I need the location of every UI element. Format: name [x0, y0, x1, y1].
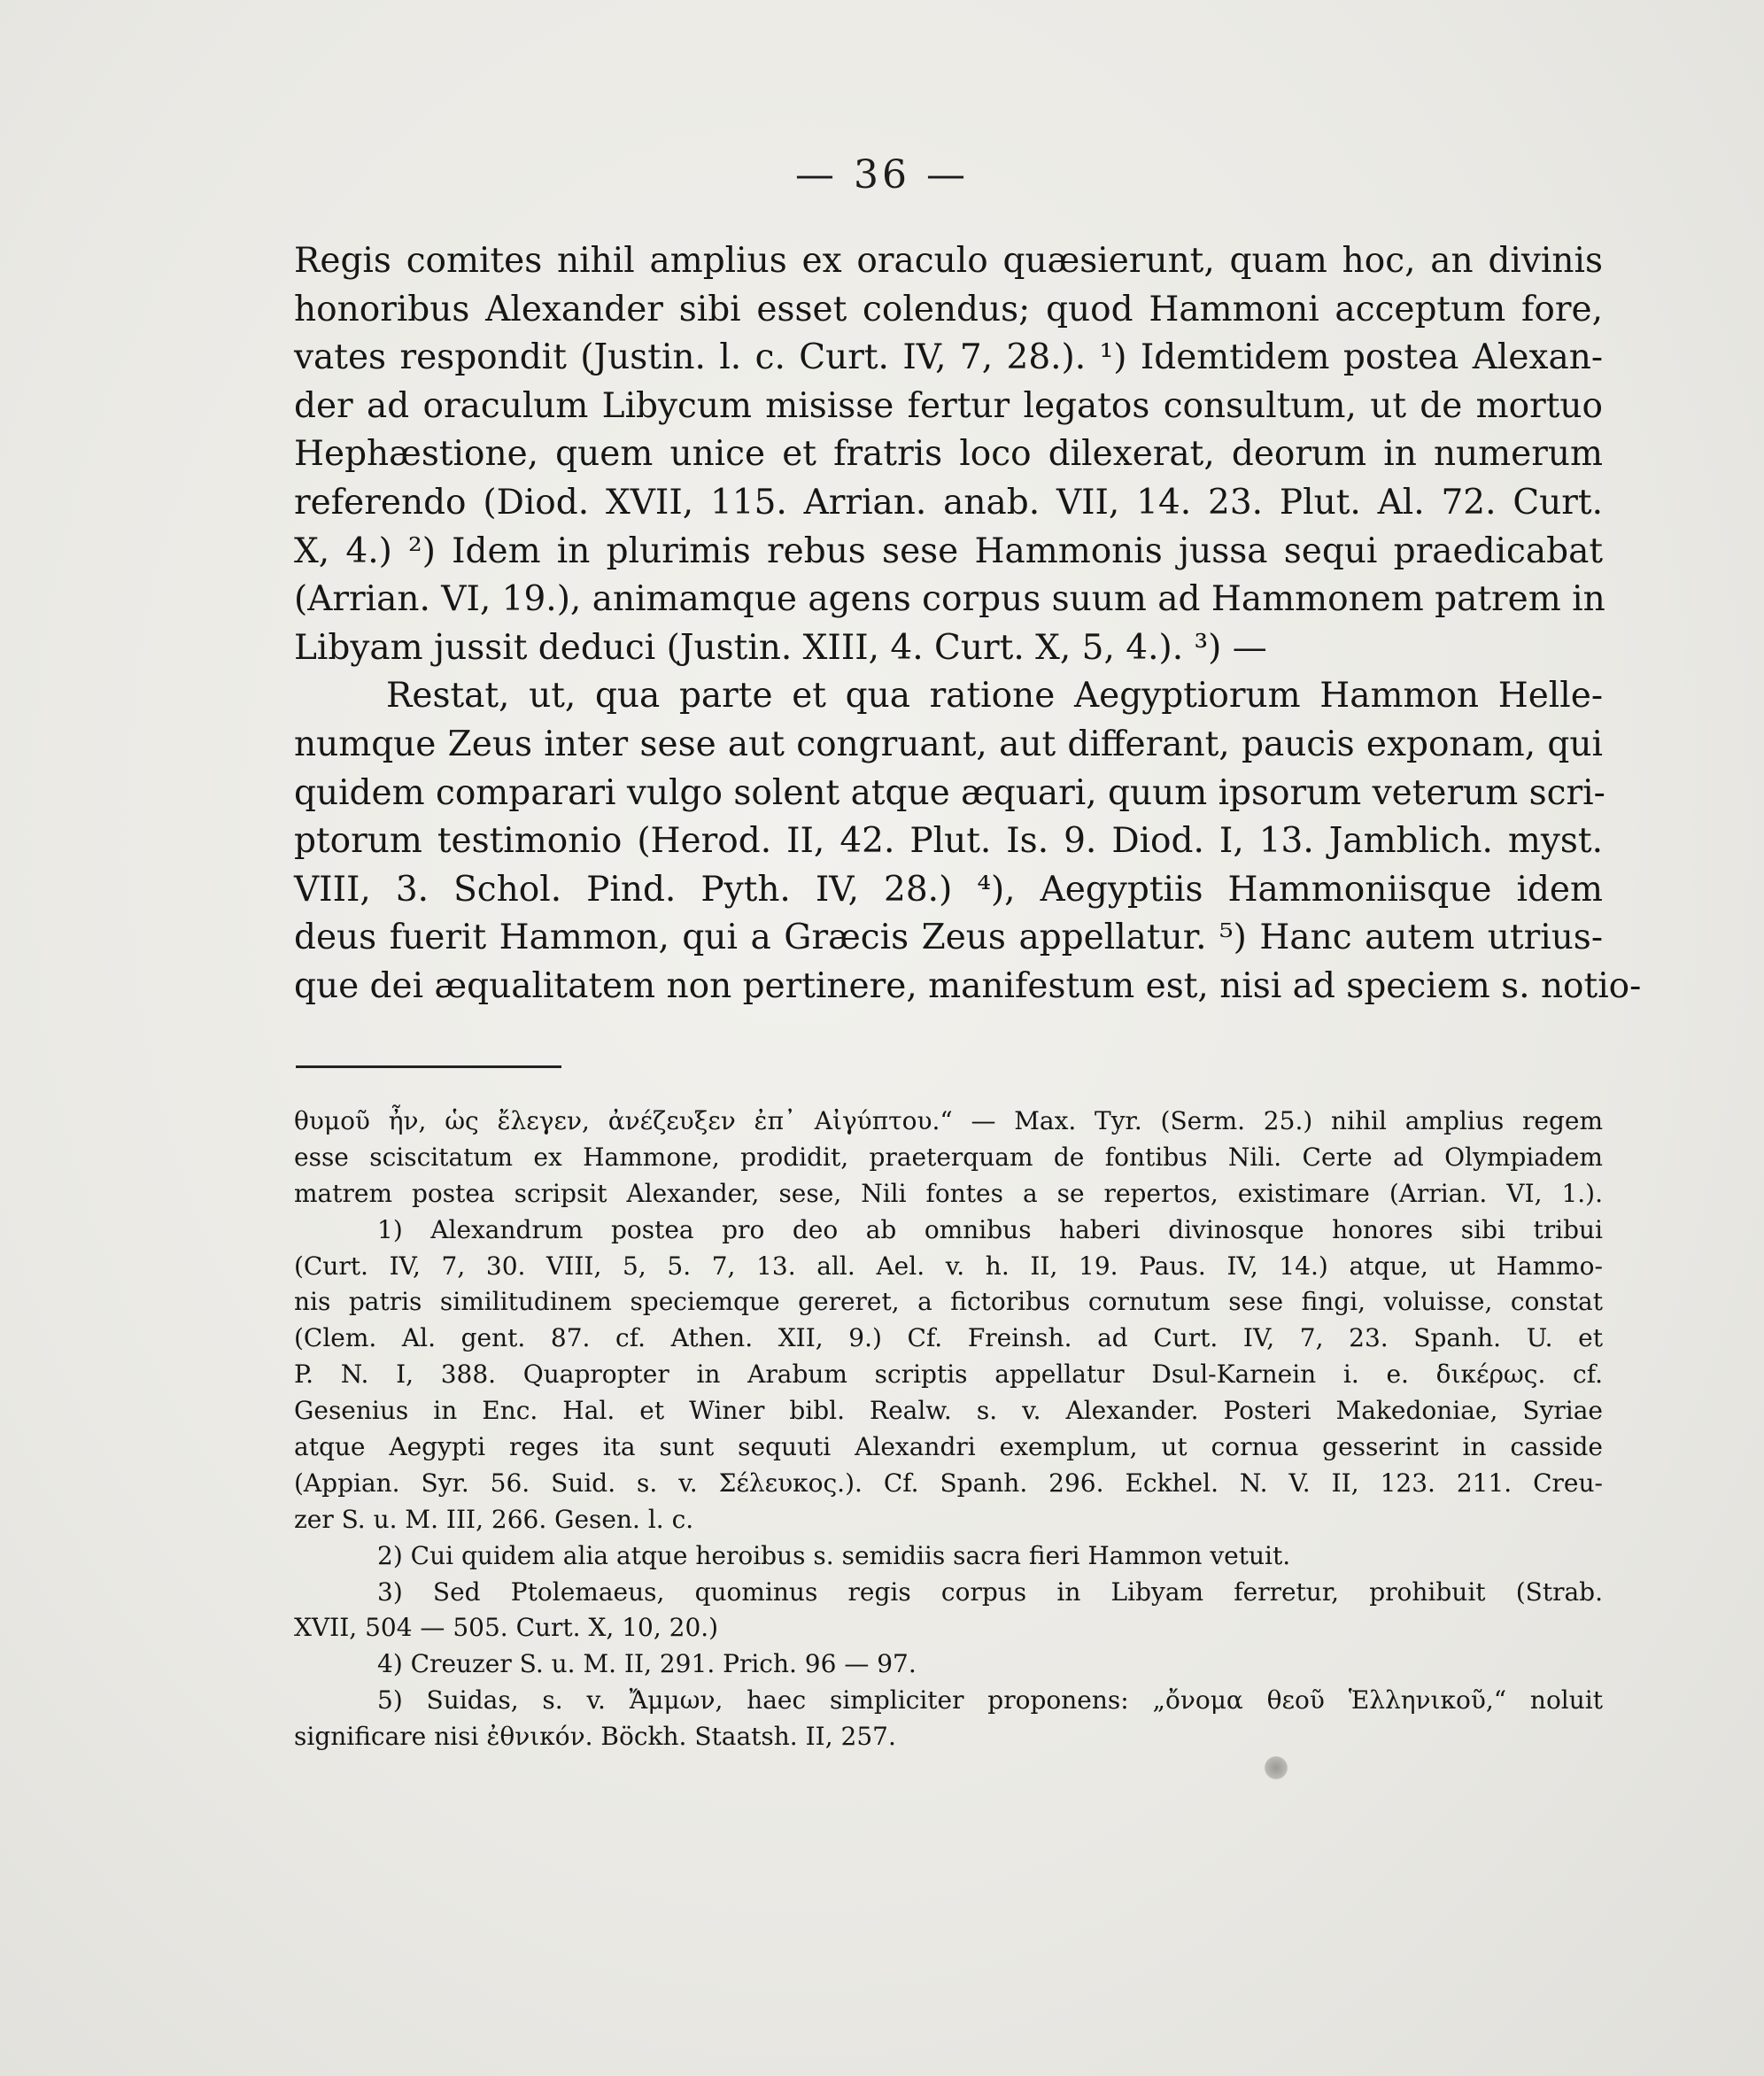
footnote-line: 4) Creuzer S. u. M. II, 291. Prich. 96 — 97. — [377, 1649, 917, 1679]
footnotes — [294, 1104, 1603, 1755]
text-line: (Arrian. VI, 19.), animamque agens corpus suum ad Hammonem patrem in — [294, 579, 1605, 620]
text-line: numque Zeus inter sese aut congruant, aut differant, paucis exponam, qui — [294, 724, 1603, 764]
footnote-line: Gesenius in Enc. Hal. et Winer bibl. Realw. s. v. Alexander. Posteri Makedoniae, Syriae — [294, 1396, 1603, 1426]
footnote-line: θυμοῦ ἦν, ὡς ἔλεγεν, ἀνέζευξεν ἐπ᾽ Αἰγύπτου.“ — Max. Tyr. (Serm. 25.) nihil amplius regem — [294, 1106, 1603, 1135]
text-line: X, 4.) ²) Idem in plurimis rebus sese Hammonis jussa sequi praedicabat — [294, 531, 1603, 571]
text-line: VIII, 3. Schol. Pind. Pyth. IV, 28.) ⁴), Aegyptiis Hammoniisque idem — [294, 869, 1603, 910]
footnote-line: significare nisi ἐθνικόν. Böckh. Staatsh. II, 257. — [294, 1722, 896, 1752]
ink-spot — [1265, 1756, 1288, 1779]
footnote-line: (Curt. IV, 7, 30. VIII, 5, 5. 7, 13. all. Ael. v. h. II, 19. Paus. IV, 14.) atque, ut Hammo- — [294, 1251, 1603, 1281]
footnote-line: (Appian. Syr. 56. Suid. s. v. Σέλευκος.). Cf. Spanh. 296. Eckhel. N. V. II, 123. 211. Creu- — [294, 1468, 1603, 1498]
footnote-line: (Clem. Al. gent. 87. cf. Athen. XII, 9.) Cf. Freinsh. ad Curt. IV, 7, 23. Spanh. U. et — [294, 1323, 1603, 1353]
footnote-line: zer S. u. M. III, 266. Gesen. l. c. — [294, 1504, 694, 1534]
footnote-line: matrem postea scripsit Alexander, sese, Nili fontes a se repertos, existimare (Arrian. VI, 1.). — [294, 1178, 1603, 1208]
text-line: que dei æqualitatem non pertinere, manifestum est, nisi ad speciem s. notio- — [294, 965, 1642, 1006]
text-line: ptorum testimonio (Herod. II, 42. Plut. Is. 9. Diod. I, 13. Jamblich. myst. — [294, 821, 1603, 862]
footnote-line: atque Aegypti reges ita sunt sequuti Alexandri exemplum, ut cornua gesserint in casside — [294, 1432, 1603, 1462]
text-line: Restat, ut, qua parte et qua ratione Aegyptiorum Hammon Helle- — [386, 676, 1603, 717]
footnote-rule — [296, 1065, 561, 1068]
footnote-line: XVII, 504 — 505. Curt. X, 10, 20.) — [294, 1613, 719, 1643]
text-line: vates respondit (Justin. l. c. Curt. IV, 7, 28.). ¹) Idemtidem postea Alexan- — [294, 337, 1603, 378]
footnote-line: P. N. I, 388. Quapropter in Arabum scriptis appellatur Dsul-Karnein i. e. δικέρως. cf. — [294, 1359, 1603, 1390]
footnote-line: 1) Alexandrum postea pro deo ab omnibus haberi divinosque honores sibi tribui — [377, 1214, 1603, 1244]
footnote-line: esse sciscitatum ex Hammone, prodidit, praeterquam de fontibus Nili. Certe ad Olympiadem — [294, 1142, 1603, 1172]
text-line: deus fuerit Hammon, qui a Græcis Zeus appellatur. ⁵) Hanc autem utrius- — [294, 918, 1603, 958]
text-line: Libyam jussit deduci (Justin. XIII, 4. Curt. X, 5, 4.). ³) — — [294, 627, 1267, 668]
text-line: Hephæstione, quem unice et fratris loco dilexerat, deorum in numerum — [294, 434, 1603, 475]
main-text — [294, 237, 1642, 1011]
footnote-line: 3) Sed Ptolemaeus, quominus regis corpus in Libyam ferretur, prohibuit (Strab. — [377, 1576, 1603, 1607]
text-line: Regis comites nihil amplius ex oraculo quæsierunt, quam hoc, an divinis — [294, 241, 1603, 281]
footnote-line: 5) Suidas, s. v. Ἄμμων, haec simpliciter proponens: „ὄνομα θεοῦ Ἑλληνικοῦ,“ noluit — [377, 1685, 1603, 1716]
page-number: — 36 — — [795, 152, 969, 198]
footnote-line: nis patris similitudinem speciemque gereret, a fictoribus cornutum sese fingi, voluisse, constat — [294, 1287, 1603, 1317]
text-line: der ad oraculum Libycum misisse fertur legatos consultum, ut de mortuo — [294, 385, 1603, 426]
text-line: referendo (Diod. XVII, 115. Arrian. anab. VII, 14. 23. Plut. Al. 72. Curt. — [294, 482, 1603, 523]
text-line: honoribus Alexander sibi esset colendus; quod Hammoni acceptum fore, — [294, 289, 1603, 329]
footnote-line: 2) Cui quidem alia atque heroibus s. semidiis sacra fieri Hammon vetuit. — [377, 1540, 1291, 1570]
text-line: quidem comparari vulgo solent atque æquari, quum ipsorum veterum scri- — [294, 772, 1605, 813]
